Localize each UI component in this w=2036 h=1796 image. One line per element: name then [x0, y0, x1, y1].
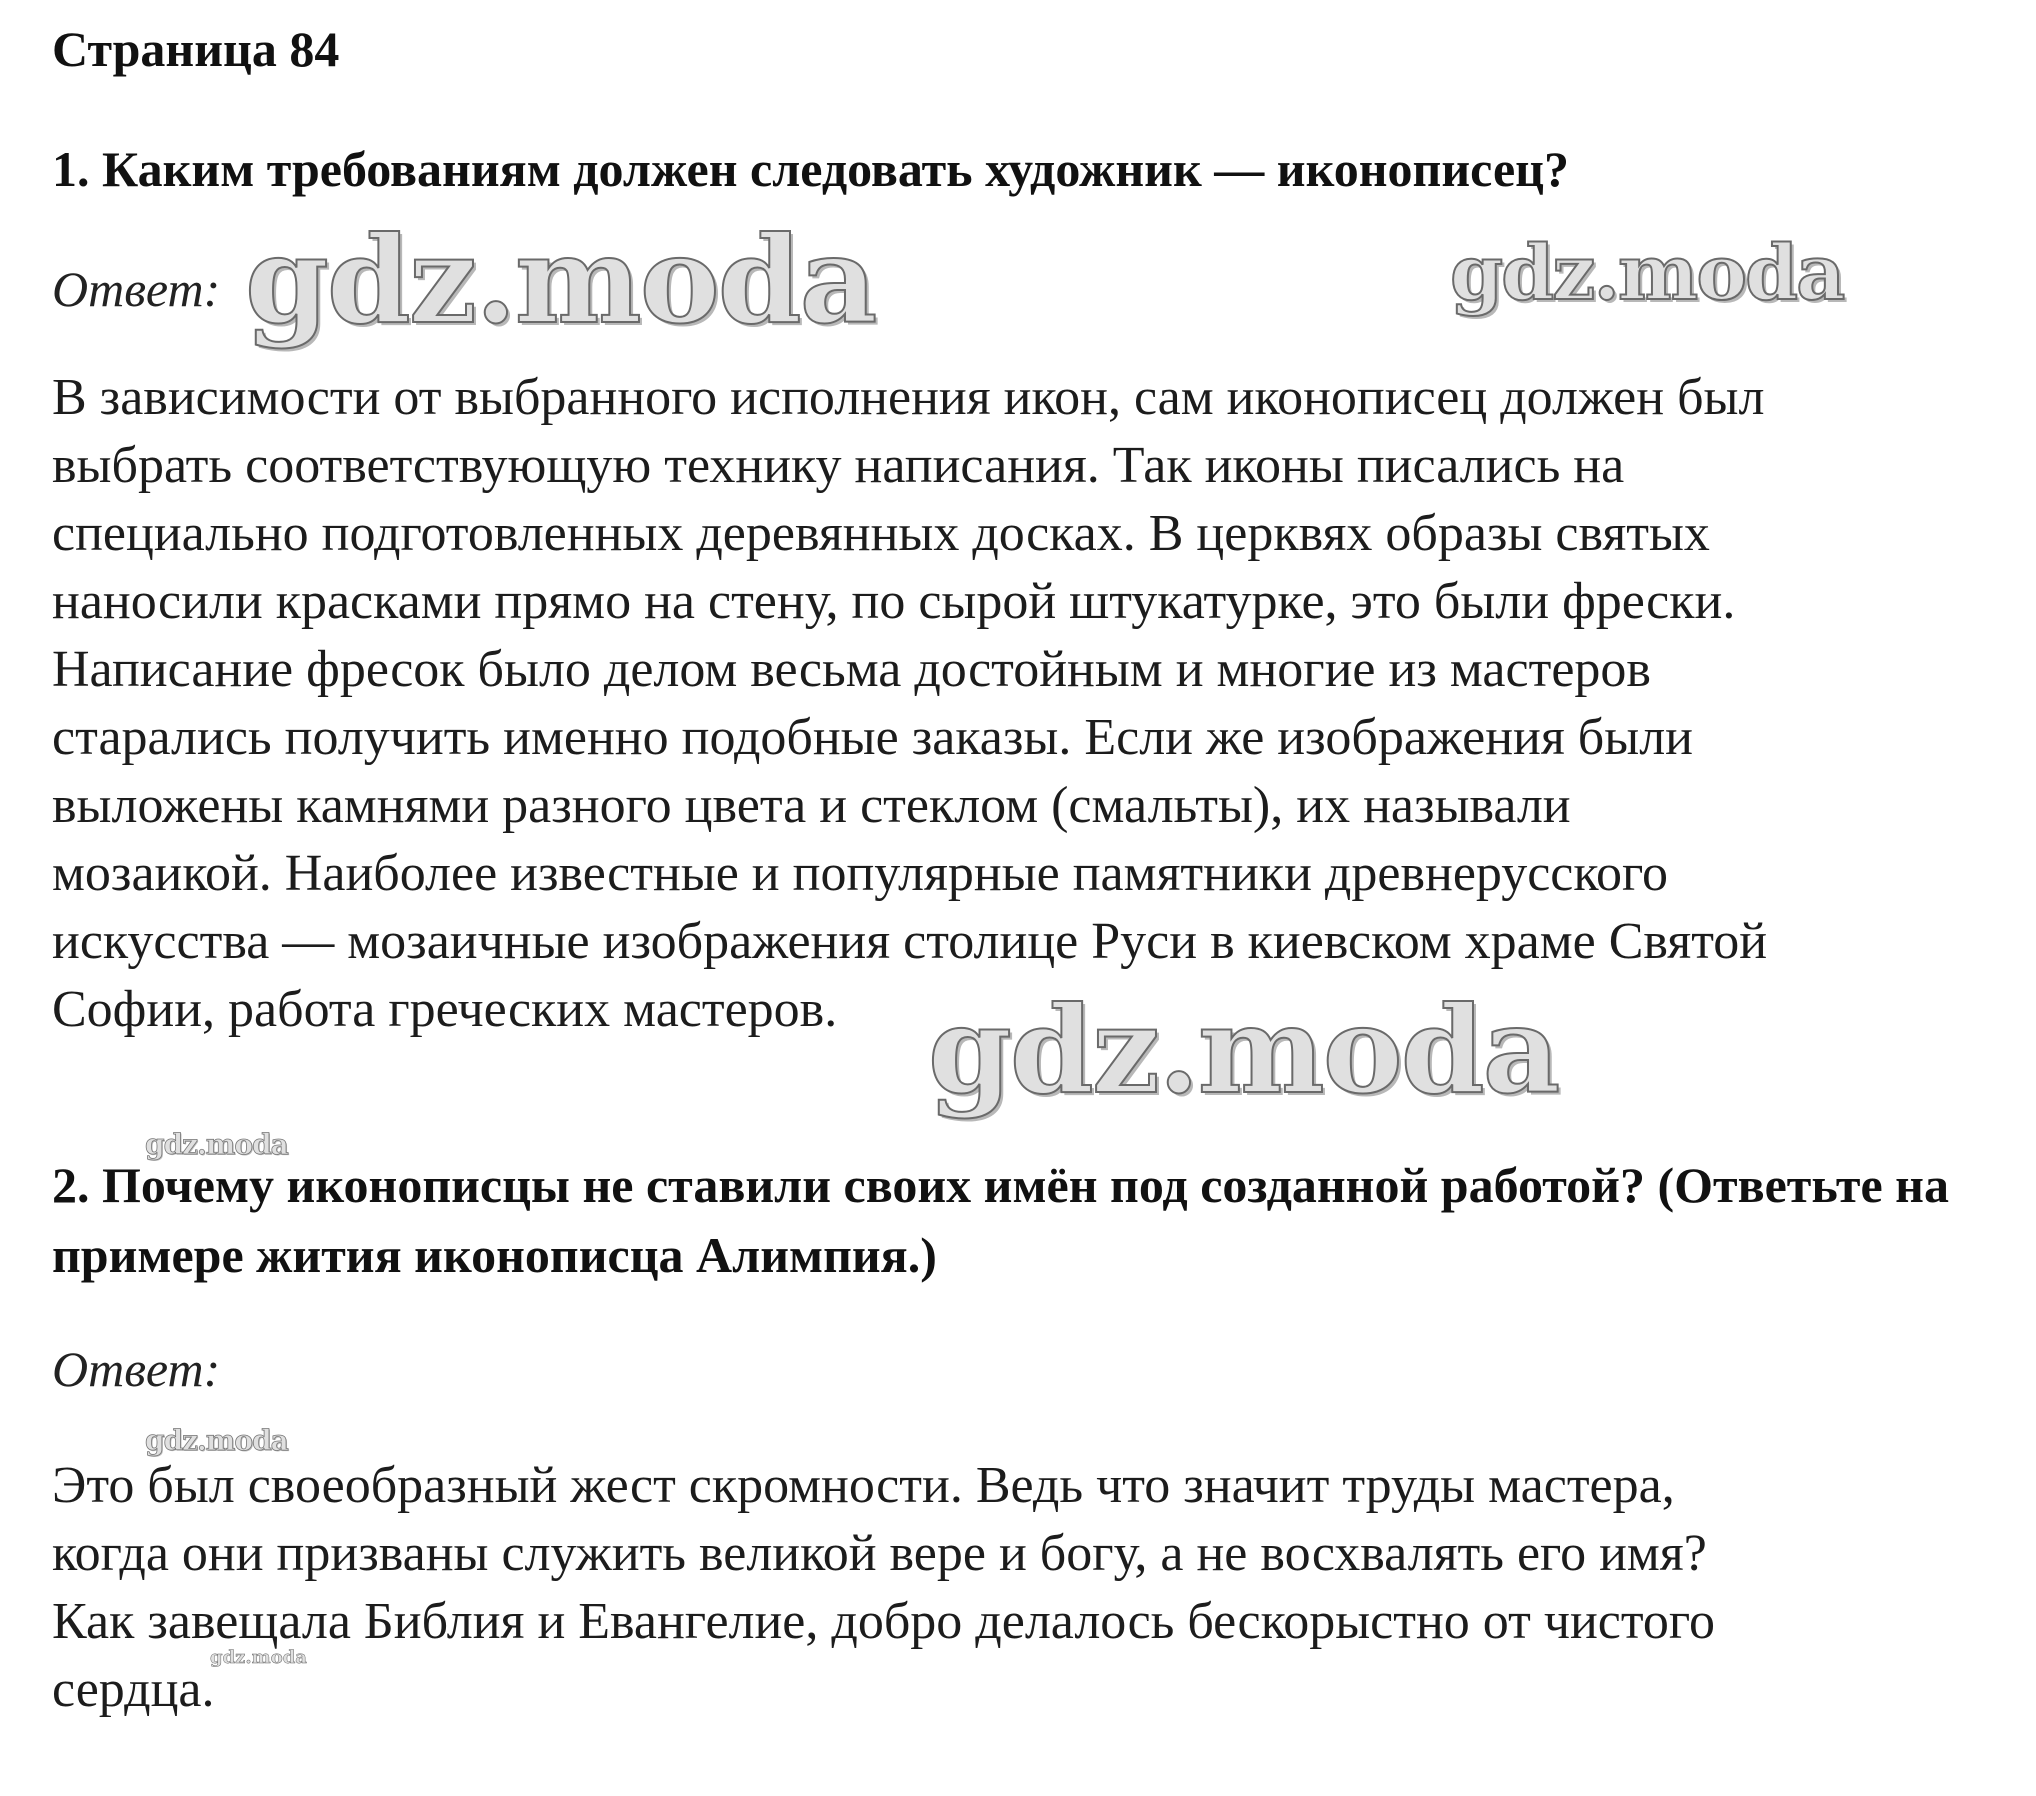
- watermark-logo: gdz.moda: [145, 1424, 288, 1457]
- answer-1-line: специально подготовленных деревянных досках. В церквях образы святых: [52, 505, 1710, 562]
- answer-1-line: выбрать соответствующую технику написания. Так иконы писались на: [52, 437, 1625, 494]
- watermark-logo: gdz.moda: [210, 1647, 307, 1668]
- answer-2-line: когда они призваны служить великой вере и богу, а не восхвалять его имя?: [52, 1525, 1707, 1582]
- answer-1-label: Ответ:: [52, 261, 221, 317]
- answer-1-text: [52, 364, 1767, 1044]
- answer-2-line: сердца.: [52, 1661, 215, 1718]
- answer-2-line: Это был своеобразный жест скромности. Ведь что значит труды мастера,: [52, 1457, 1675, 1514]
- watermark-logo: gdz.moda: [1450, 228, 1844, 317]
- watermark-logo: gdz.moda: [928, 980, 1559, 1121]
- answer-1-line: В зависимости от выбранного исполнения икон, сам иконописец должен был: [52, 369, 1765, 426]
- answer-1-line: наносили красками прямо на стену, по сырой штукатурке, это были фрески.: [52, 573, 1736, 630]
- answer-1-line: Написание фресок было делом весьма достойным и многие из мастеров: [52, 641, 1651, 698]
- answer-1-line: мозаикой. Наиболее известные и популярные памятники древнерусского: [52, 845, 1669, 902]
- question-1-title: 1. Каким требованиям должен следовать художник — иконописец?: [52, 141, 1569, 197]
- question-2-title: 2. Почему иконописцы не ставили своих имён под созданной работой? (Ответьте на примере жития иконописца Алимпия.): [52, 1157, 1949, 1283]
- answer-1-line: старались получить именно подобные заказы. Если же изображения были: [52, 709, 1693, 766]
- answer-1-line: искусства — мозаичные изображения столице Руси в киевском храме Святой: [52, 913, 1768, 970]
- answer-1-line: выложены камнями разного цвета и стеклом (смальты), их называли: [52, 777, 1571, 834]
- page-title: Страница 84: [52, 21, 340, 77]
- answer-2-line: Как завещала Библия и Евангелие, добро делалось бескорыстно от чистого: [52, 1593, 1715, 1650]
- answer-2-label: Ответ:: [52, 1341, 221, 1397]
- watermark-logo: gdz.moda: [245, 210, 876, 351]
- watermark-logo: gdz.moda: [145, 1128, 288, 1161]
- answer-2-text: [52, 1452, 1715, 1724]
- answer-1-line: Софии, работа греческих мастеров.: [52, 981, 838, 1038]
